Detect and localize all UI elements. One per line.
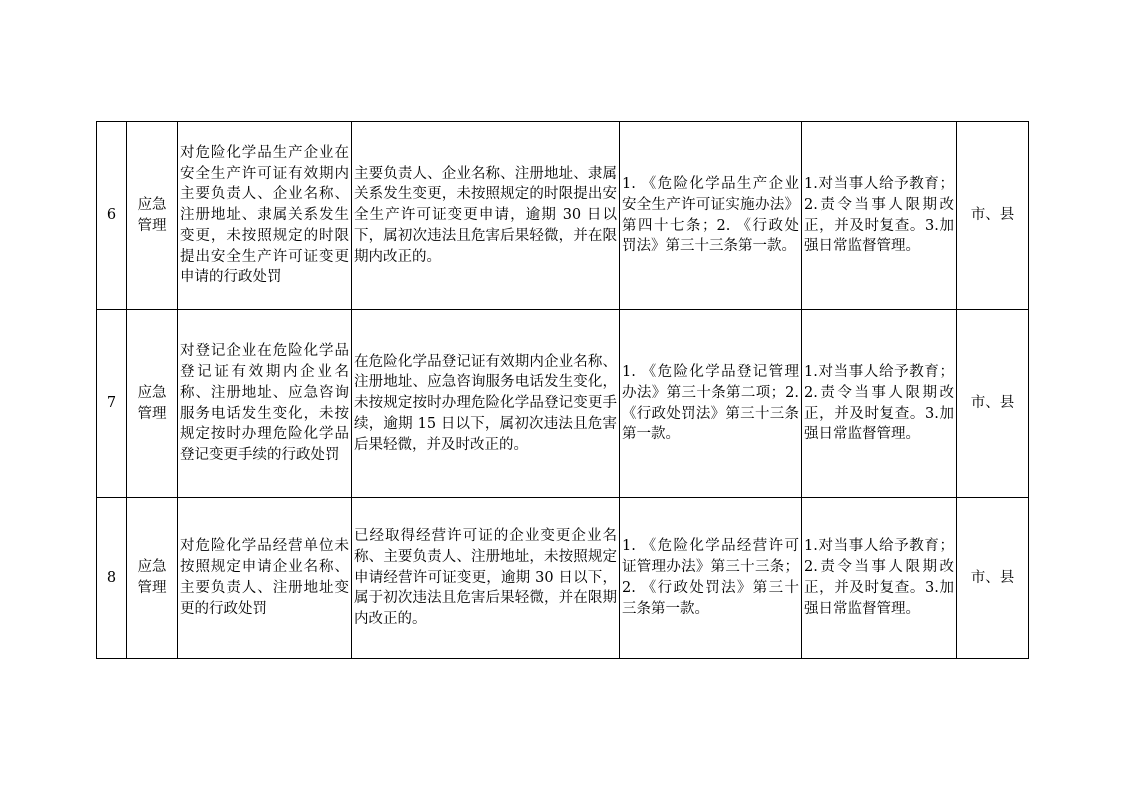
scope-cell: 市、县 <box>957 498 1029 659</box>
measure-item: 2.责令当事人限期改正，并及时复查。 <box>804 384 954 422</box>
measure-item: 2.责令当事人限期改正，并及时复查。 <box>804 559 954 596</box>
measures-cell <box>802 498 957 659</box>
condition-cell: 已经取得经营许可证的企业变更企业名称、主要负责人、注册地址，未按照规定申请经营许可证变更，逾期 30 日以下，属于初次违法且危害后果轻微，并在限期内改正的。 <box>352 498 620 659</box>
category-cell <box>127 310 178 498</box>
row-number: 6 <box>97 122 127 310</box>
category-line: 应急 <box>137 196 167 213</box>
condition-cell: 主要负责人、企业名称、注册地址、隶属关系发生变更，未按照规定的时限提出安全生产许可证变更申请，逾期 30 日以下，属初次违法且危害后果轻微，并在限期内改正的。 <box>352 122 620 310</box>
basis-cell: 1. 《危险化学品生产企业安全生产许可证实施办法》第四十七条；2. 《行政处罚法》第三十三条第一款。 <box>620 122 802 310</box>
category-line: 管理 <box>137 405 167 422</box>
basis-cell: 1. 《危险化学品经营许可证管理办法》第三十三条；2. 《行政处罚法》第三十三条第一款。 <box>620 498 802 659</box>
item-cell: 对登记企业在危险化学品登记证有效期内企业名称、注册地址、应急咨询服务电话发生变化，未按规定按时办理危险化学品登记变更手续的行政处罚 <box>178 310 352 498</box>
table-row <box>97 498 1029 659</box>
category-line: 应急 <box>137 384 167 401</box>
table-row <box>97 310 1029 498</box>
category-cell <box>127 498 178 659</box>
condition-cell: 在危险化学品登记证有效期内企业名称、注册地址、应急咨询服务电话发生变化，未按规定按时办理危险化学品登记变更手续，逾期 15 日以下，属初次违法且危害后果轻微，并及时改正的。 <box>352 310 620 498</box>
measure-item: 2.责令当事人限期改正，并及时复查。 <box>804 196 954 234</box>
scope-cell: 市、县 <box>957 310 1029 498</box>
measure-item: 1.对当事人给予教育； <box>804 363 954 380</box>
item-cell: 对危险化学品经营单位未按照规定申请企业名称、主要负责人、注册地址变更的行政处罚 <box>178 498 352 659</box>
measures-cell <box>802 310 957 498</box>
category-line: 应急 <box>137 559 167 576</box>
measure-item: 1.对当事人给予教育； <box>804 538 954 555</box>
measures-cell <box>802 122 957 310</box>
row-number: 8 <box>97 498 127 659</box>
enforcement-table <box>96 121 1029 659</box>
category-line: 管理 <box>137 580 167 596</box>
scope-cell: 市、县 <box>957 122 1029 310</box>
row-number: 7 <box>97 310 127 498</box>
category-cell <box>127 122 178 310</box>
measure-item: 3.加强日常监督管理。 <box>804 580 954 617</box>
table-row <box>97 122 1029 310</box>
category-line: 管理 <box>137 217 167 234</box>
measure-item: 3.加强日常监督管理。 <box>804 405 954 443</box>
basis-cell: 1. 《危险化学品登记管理办法》第三十条第二项；2. 《行政处罚法》第三十三条第一款。 <box>620 310 802 498</box>
measure-item: 1.对当事人给予教育； <box>804 175 954 192</box>
item-cell: 对危险化学品生产企业在安全生产许可证有效期内主要负责人、企业名称、注册地址、隶属关系发生变更，未按照规定的时限提出安全生产许可证变更申请的行政处罚 <box>178 122 352 310</box>
measure-item: 3.加强日常监督管理。 <box>804 217 954 255</box>
